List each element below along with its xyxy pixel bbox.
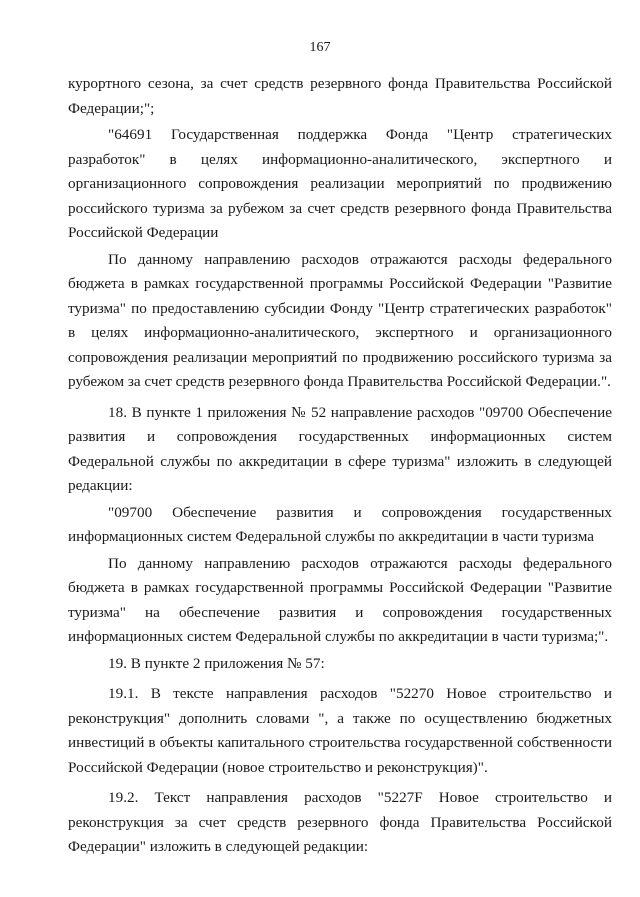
paragraph-item-18: 18. В пункте 1 приложения № 52 направление расходов "09700 Обеспечение развития и сопровождения государственных информационных систем Федеральной службы по аккредитации в сфере туризма" изложить в следующей редакции: xyxy=(68,403,612,494)
paragraph-item-19-2: 19.2. Текст направления расходов "5227F Новое строительство и реконструкция за счет средств резервного фонда Правительства Российской Федерации" изложить в следующей редакции: xyxy=(68,789,612,855)
document-body xyxy=(68,72,612,862)
paragraph-09700-heading: "09700 Обеспечение развития и сопровождения государственных информационных систем Федеральной службы по аккредитации в части туризма xyxy=(68,503,612,545)
page-number: 167 xyxy=(309,40,331,55)
paragraph-item-19-1: 19.1. В тексте направления расходов "52270 Новое строительство и реконструкция" дополнить словами ", а также по осуществлению бюджетных инвестиций в объекты капитального строительства государственной собственности Российской Федерации (новое строительство и реконструкция)". xyxy=(68,685,612,776)
paragraph-64691-description: По данному направлению расходов отражаются расходы федерального бюджета в рамках государственной программы Российской Федерации "Развитие туризма" по предоставлению субсидии Фонду "Центр стратегических разработок" в целях информационно-аналитического, экспертного и организационного сопровождения реализации мероприятий по продвижению российского туризма за рубежом за счет средств резервного фонда Правительства Российской Федерации.". xyxy=(68,250,612,390)
paragraph-64691-heading: "64691 Государственная поддержка Фонда "Центр стратегических разработок" в целях информационно-аналитического, экспертного и организационного сопровождения реализации мероприятий по продвижению российского туризма за рубежом за счет средств резервного фонда Правительства Российской Федерации xyxy=(68,126,612,241)
paragraph-continuation: курортного сезона, за счет средств резервного фонда Правительства Российской Федерации;"; xyxy=(68,75,612,117)
paragraph-09700-description: По данному направлению расходов отражаются расходы федерального бюджета в рамках государственной программы Российской Федерации "Развитие туризма" на обеспечение развития и сопровождения государственных информационных систем Федеральной службы по аккредитации в части туризма;". xyxy=(68,554,612,645)
paragraph-item-19: 19. В пункте 2 приложения № 57: xyxy=(108,654,325,672)
